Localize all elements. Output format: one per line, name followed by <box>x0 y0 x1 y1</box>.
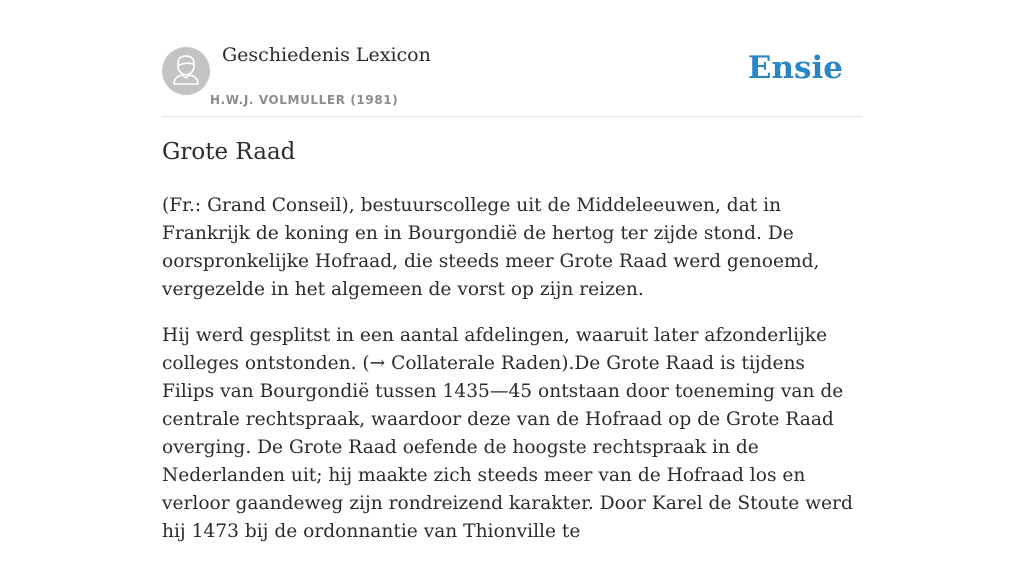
author-credit: H.W.J. VOLMULLER (1981) <box>210 93 399 107</box>
article-body <box>162 192 862 564</box>
user-silhouette-icon[interactable] <box>162 47 210 95</box>
article-title: Grote Raad <box>162 139 296 165</box>
article-paragraph: Hij werd gesplitst in een aantal afdelingen, waaruit later afzonderlijke colleges ontstonden. (→ Collaterale Raden).De Grote Raad is tijdens Filips van Bourgondië tussen 1435—45 ontstaan door toeneming van de centrale rechtspraak, waardoor deze van de Hofraad op de Grote Raad overging. De Grote Raad oefende de hoogste rechtspraak in de Nederlanden uit; hij maakte zich steeds meer van de Hofraad los en verloor gaandeweg zijn rondreizend karakter. Door Karel de Stoute werd hij 1473 bij de ordonnantie van Thionville te <box>162 325 853 542</box>
ensie-logo[interactable]: Ensie <box>747 50 843 86</box>
lexicon-title-link[interactable]: Geschiedenis Lexicon <box>222 44 431 66</box>
lexicon-header <box>162 0 862 117</box>
article-paragraph: (Fr.: Grand Conseil), bestuurscollege uit de Middeleeuwen, dat in Frankrijk de koning en in Bourgondië de hertog ter zijde stond. De oorspronkelijke Hofraad, die steeds meer Grote Raad werd genoemd, vergezelde in het algemeen de vorst op zijn reizen. <box>162 195 820 300</box>
